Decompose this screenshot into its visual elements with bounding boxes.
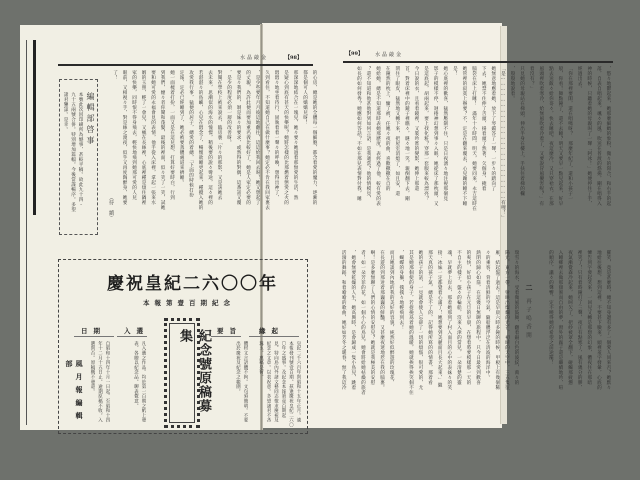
text-column: 的心房，總是她的全體每一個細胞，都含着愛的魔力，逐漸的 <box>312 70 317 205</box>
text-column: 其是她那個使的身子，若捉挽爲着她的溫暖，她就挨得挨笑個不住 <box>408 250 414 395</box>
text-column: 神的時候，只聽着她的母親叫了一聲「阿冰！」她便停住了手， <box>586 66 592 206</box>
section-rule <box>117 336 147 337</box>
text-column: 首，對着床裡中的鏡子裡瞧々，瞇々地一笑，親倒翻下去，剛 <box>404 66 410 201</box>
text-column: 在鐘然的枕上，慵了被，任她々夜的曲，喜歡撒撒在自的 <box>385 66 391 191</box>
text-column: 本報發刊號壹百期。茲逢慶祝皇紀二六〇 <box>288 341 294 428</box>
text-column: 凡入選之作品。均於第一百期之紙上發 <box>141 341 146 423</box>
text-column: 皇紀二千六百年與昭和十五年正月。適 <box>296 341 301 423</box>
text-column: 見。特向島內外諸文藝同志徵求慶祝及 <box>273 341 279 423</box>
header-rule-right <box>343 61 613 63</box>
text-column: 々的乘客，背着清鮮的空氣，隨船體浮泛在清波的海洋中。 <box>485 250 491 380</box>
page-number-right: 【99】 <box>346 51 363 57</box>
text-column: 閉住了眼皮，猛然地又轉下來，把屋室消熄了，如且安，還 <box>394 66 400 196</box>
text-column: ？還不知道和他甚他對到如何言語，是我適當？他的情模見， <box>365 66 371 201</box>
ad-subtitle: 本報第壹百期紀念 <box>143 299 235 307</box>
text-column: 風頭裡吹着寒冷，給無風吹着冷着了，又要說冒風擾害呢？」有 <box>538 66 544 206</box>
text-column: 如長的如何發秀？她應如何答話？不如在那兒表情對付我，睡 <box>356 66 362 201</box>
text-column: ，慾々地鬱起來，她那麼細緻的象粉，微々的寫合，和右手的起 <box>605 66 611 206</box>
text-column: 她管裡的寂寞上辦要？不，定是在翻來覆去，心兒蹦的睡不下睡 <box>461 66 467 206</box>
text-column: ，殷殷地說着。 <box>509 66 515 101</box>
text-column: 諸君鑒諒。是幸。 <box>63 92 68 132</box>
text-column: ，是少些要年月月彼這地翻往，這這給我回去呀！她又想起了 <box>255 70 260 205</box>
text-column: 珠玉。惠稿是荷。 <box>258 341 264 380</box>
binding-edge <box>26 40 27 425</box>
text-column: 腦袋在床上打睡！ 滿年十小時間，明天，她要同來，永吉這時在 <box>471 66 477 211</box>
editorial-notice-box <box>59 79 98 235</box>
text-column: 久到看住，不知道她自己在做什麼事？她定必不肯在我回家裏去 <box>264 70 270 210</box>
text-column: 點去送飯々給你哥々，快去睡吧，夜這麼冷，又只穿袷衣，在那 <box>548 66 554 206</box>
text-column: 裡笑了！只有着時鐘打了三聲，夜正有點寒了，風有幾分的膠， <box>577 250 583 390</box>
section-heading-origin: 緣起 <box>259 327 284 335</box>
text-column: 者！如一朵芳菲的花，如一個小心的鳥兒，她會將給她枯燥的旅者 <box>360 250 366 395</box>
section-rule <box>74 336 114 337</box>
text-column: 今日說的衣，且看着鏡裡，又裝吟嘗的變影，她伸上那還 <box>413 66 419 191</box>
text-column: 去未來，思潮似的海水的憧憬，稍後要的說々彎途，這々裡的 <box>207 70 213 205</box>
text-column: 出於慶祝及紀念之範圍。 <box>235 341 241 394</box>
text-column: 啊！是多麼無聊了人們的心情的安慰兒？她就是我極美的安慰 <box>369 250 375 385</box>
text-column: 是這底起，胡兩起來，要上找化粧？穿那一套服來較為漂亮？ <box>423 66 429 201</box>
text-column: 是疑心到底有甚天的快樂呢？她將怎樣的比那燃着戀愛之火的 <box>283 70 289 205</box>
text-column: 瑞雪々的海水，受着微風的鼓舞，翻着銀白色的波紋，萬々的 <box>513 250 519 385</box>
notice-title: 編輯部啓事 <box>86 92 95 147</box>
text-column: 〇年之盛事。及紀念本報第壹百期起 <box>281 341 286 418</box>
commemorative-title-box <box>164 318 211 428</box>
to-be-continued: （待 續） <box>108 195 114 220</box>
text-column: 家的快樂，同時恨不得身飛去，輕快地飛到她那可愛的人兒 <box>131 70 137 200</box>
text-column: 她無意地應着她，放下了琴鐺答了一聲，一步々的踏向了 <box>490 66 496 191</box>
text-column: 要和她可愛的永福會見的表情，他手從入床裡，拿起一張來水 <box>150 70 156 205</box>
text-column: 的順序，瀟々的聲響，定不曉得她的希望之前途罷！ <box>548 250 554 365</box>
text-column: 接：冰妹一定都覺着心滿了！她想要到美麗面目長大起來，」隨 <box>437 250 443 388</box>
text-column: 憐告到字發起笑來，一回兒又轉是那想的幻象，體夜住在那暗 <box>586 250 592 385</box>
text-column: 落，自表自唱起來，颯々的風，吹送在普渡的悠揚，剛在唱得入 <box>596 66 602 206</box>
text-column: 都是個可人的嬌嬌兒呀！ <box>302 70 308 125</box>
text-column: 本號此次因印刷所為憾事，甚較平稿。故此九十四・ <box>78 92 83 207</box>
text-column: 的爽快，好似小孩子在元旦的早晨，在想着將要模樣那一天的 <box>465 250 471 385</box>
text-column: 的丈親，為許此便而要加重名義比較好了，她是人家定必要的 <box>245 70 251 205</box>
text-column: 着沒有？」 <box>529 66 535 91</box>
page-number-left: 【98】 <box>285 55 302 61</box>
text-column: 般，你看！舞點鐘了，還不去睡？明天又要早一點兒起來，好早 <box>557 66 563 206</box>
section-heading-dates: 日期 <box>81 327 106 335</box>
section-number: 二 <box>525 284 534 291</box>
text-column: 影子的模樣不停，迴捲神幻想到事々入眠，她從床了那枕頭，又 <box>433 66 439 206</box>
text-column: 在長遊的到那迸着那巍巍的鮮豔，又甚麼夜迷地惹在我的腦裏。 <box>379 250 385 390</box>
text-column: 定報，定必已經睡到了，她必被要蒸體處道來擠睡。 <box>179 70 184 185</box>
text-column: 是！ <box>452 66 458 76</box>
text-column: 自昭和十四年十月一日起。至昭和十四 <box>105 341 110 423</box>
text-column: 了！ <box>112 70 118 80</box>
publisher-signature: 風月報編輯部 <box>65 360 84 425</box>
text-column: 「是……………………………………………………………有哩！」 <box>500 66 506 221</box>
section-rule <box>211 336 241 337</box>
text-column: 經過出去。 <box>577 66 583 91</box>
text-column: 九十五兩號合併。特別增加篇幅。今後當謀暢序。多望 <box>70 92 76 212</box>
text-column: ，她會無要乾燥的人生，她高興時，是會歸成一隻小鳥兒，跳着 <box>350 250 356 390</box>
ad-title: 慶祝皇紀二六〇〇年 <box>107 274 278 294</box>
text-column: 地給往後想，想到這裡，不要甚下臉來，頭裡羞字發暈，心底的 <box>596 250 602 390</box>
text-column: 陽光，東方一帶，射映出燦爛的光芒，初晴的天空中，三五隻征 <box>504 250 510 390</box>
text-column: 悶悶々地坐着待行，固執着着一聲々的呼喚，想得出神了， <box>274 70 279 200</box>
text-column: ，是少的程度必須一層的改善呀。 <box>226 70 232 145</box>
text-column: 活潑的舞蹈，和着嗆嗆的歌曲，她好如芳冬之暖春，無了我這冷 <box>341 250 347 390</box>
text-column: 那天真的孩子氣，總是不了的，記得她所寫的的情書，那着看 <box>427 250 433 385</box>
running-head-right: 水晶敲金 <box>375 52 404 58</box>
text-column: 只見她的母親站在梯頭，伸出半身在樓上，手扶住着梯的欄 <box>519 66 525 196</box>
text-column: 入睡鄉裡去做那甜蜜而自由的夢，窗外的蟲子還是繼續地吟，喧 <box>557 250 563 390</box>
text-column: 夜氣漸覺森冷起來，她呵欠了，把紗被罩全翻下，碰觸那疲憊 <box>567 250 573 385</box>
text-column: 眼前，又相視々手，對是絲之渡夜，似乎又再度陶醉身，她要 <box>122 70 127 205</box>
text-column: 若湛湛々的島嶼，心兒在悶念了，暢懷欲睡更起來，種攪入她的 <box>198 70 203 210</box>
section-heading-selection: 入選 <box>124 327 149 335</box>
section-heading-guidelines: 要旨 <box>217 327 242 335</box>
text-column: 她心底裡的歡喜，猛然壓制不住，只是日夜湧々地注視那個見 <box>442 66 448 201</box>
text-column: 羅笑，竟是甚麼時，總不知身邊有多了一個愛人同來否？她默々 <box>605 250 611 390</box>
text-column: ，蝴蝶的身軀，撲撲々地輕飛到去！ <box>398 250 404 330</box>
text-column: 要是々我們的，剝是妹々的要求，或然得的對偶，這番話又覆 <box>236 70 241 205</box>
text-column: 她一面梳着打扮，一面又是在這兒想，打算好要時白，行到 <box>169 70 175 200</box>
text-column: 她給她，總是不知道那時表她那歷度，表經過了他，較有愛的表 <box>375 66 381 206</box>
text-column: 下去，她禁不住伸了舌頭，揚着頭了然著，欠個身，掩着 <box>481 66 487 191</box>
text-column: 對閱在學校上被來說去，臨房裏「片々的那影，又是該她去 <box>217 70 222 200</box>
text-column: 不自主的樣子。盤々的輪船，沒來入津的當兒，一朵清楚的靈 <box>456 250 462 385</box>
text-column: 熱閉的歸心如箭，在這幾日無聊的旅程中，只今日最愛到歡喜 <box>475 250 481 385</box>
header-rule-left <box>58 64 313 66</box>
text-column: 「你在那裡要閑，還在唱嗎呀？ 那麼年紀了，還和小孩子一 <box>567 66 573 201</box>
running-head-left: 水晶敲金 <box>240 55 269 61</box>
text-column: 選與否。原稿概不發還。 <box>90 341 95 394</box>
text-column: 紀念之文章。以表祝意。多望諸君不吝 <box>266 341 271 423</box>
text-column: 而且她談到內地的我的美好的容貌，純然好似醉遊的玫瑰花， <box>389 250 395 385</box>
manuscript-call-advertisement <box>58 259 308 434</box>
text-column: 她的孩子的話，一見就會使人忘卻了一切的煩惱，很可愛的，尤 <box>417 250 423 390</box>
text-column: 那深深地結合在一塊兒，她々要々她過着那無愛的生活，然 <box>293 70 298 200</box>
text-column: 攻愛我行事，猛便的居子，總愛的着總，「下面的時候打扮 <box>188 70 194 198</box>
text-column: 年十二月十五日止。逾期原稿不收。入 <box>97 341 103 423</box>
section-title: 再子嗚香開 <box>525 298 531 341</box>
text-column: 魂，早就夢上岸去，那着她那到了村入面目的心中的表妹々的笑 <box>446 250 452 390</box>
text-column: 雁，結起盤了過去！這是早晨六時多鐘的時候，甲板上有幾個稀 <box>494 250 500 390</box>
center-title: 紀念號原稿募集 <box>177 329 211 413</box>
text-column: 到我們，煙々者你鬧和蓬髮，最後的裡面，似々笑了一笑，試她 <box>160 70 165 210</box>
text-column: 表。各贈以紀念品。聊表微意。 <box>133 341 139 409</box>
text-column: 姻的玉照，輕了一會兒，又瘋在長絲裡，心底裡種是煩住鍋裡 <box>141 70 146 205</box>
binding-rule <box>33 40 36 215</box>
section-rule <box>249 336 299 337</box>
text-column: 體材文言語體不拘。文句須簡明。不要 <box>243 341 248 423</box>
